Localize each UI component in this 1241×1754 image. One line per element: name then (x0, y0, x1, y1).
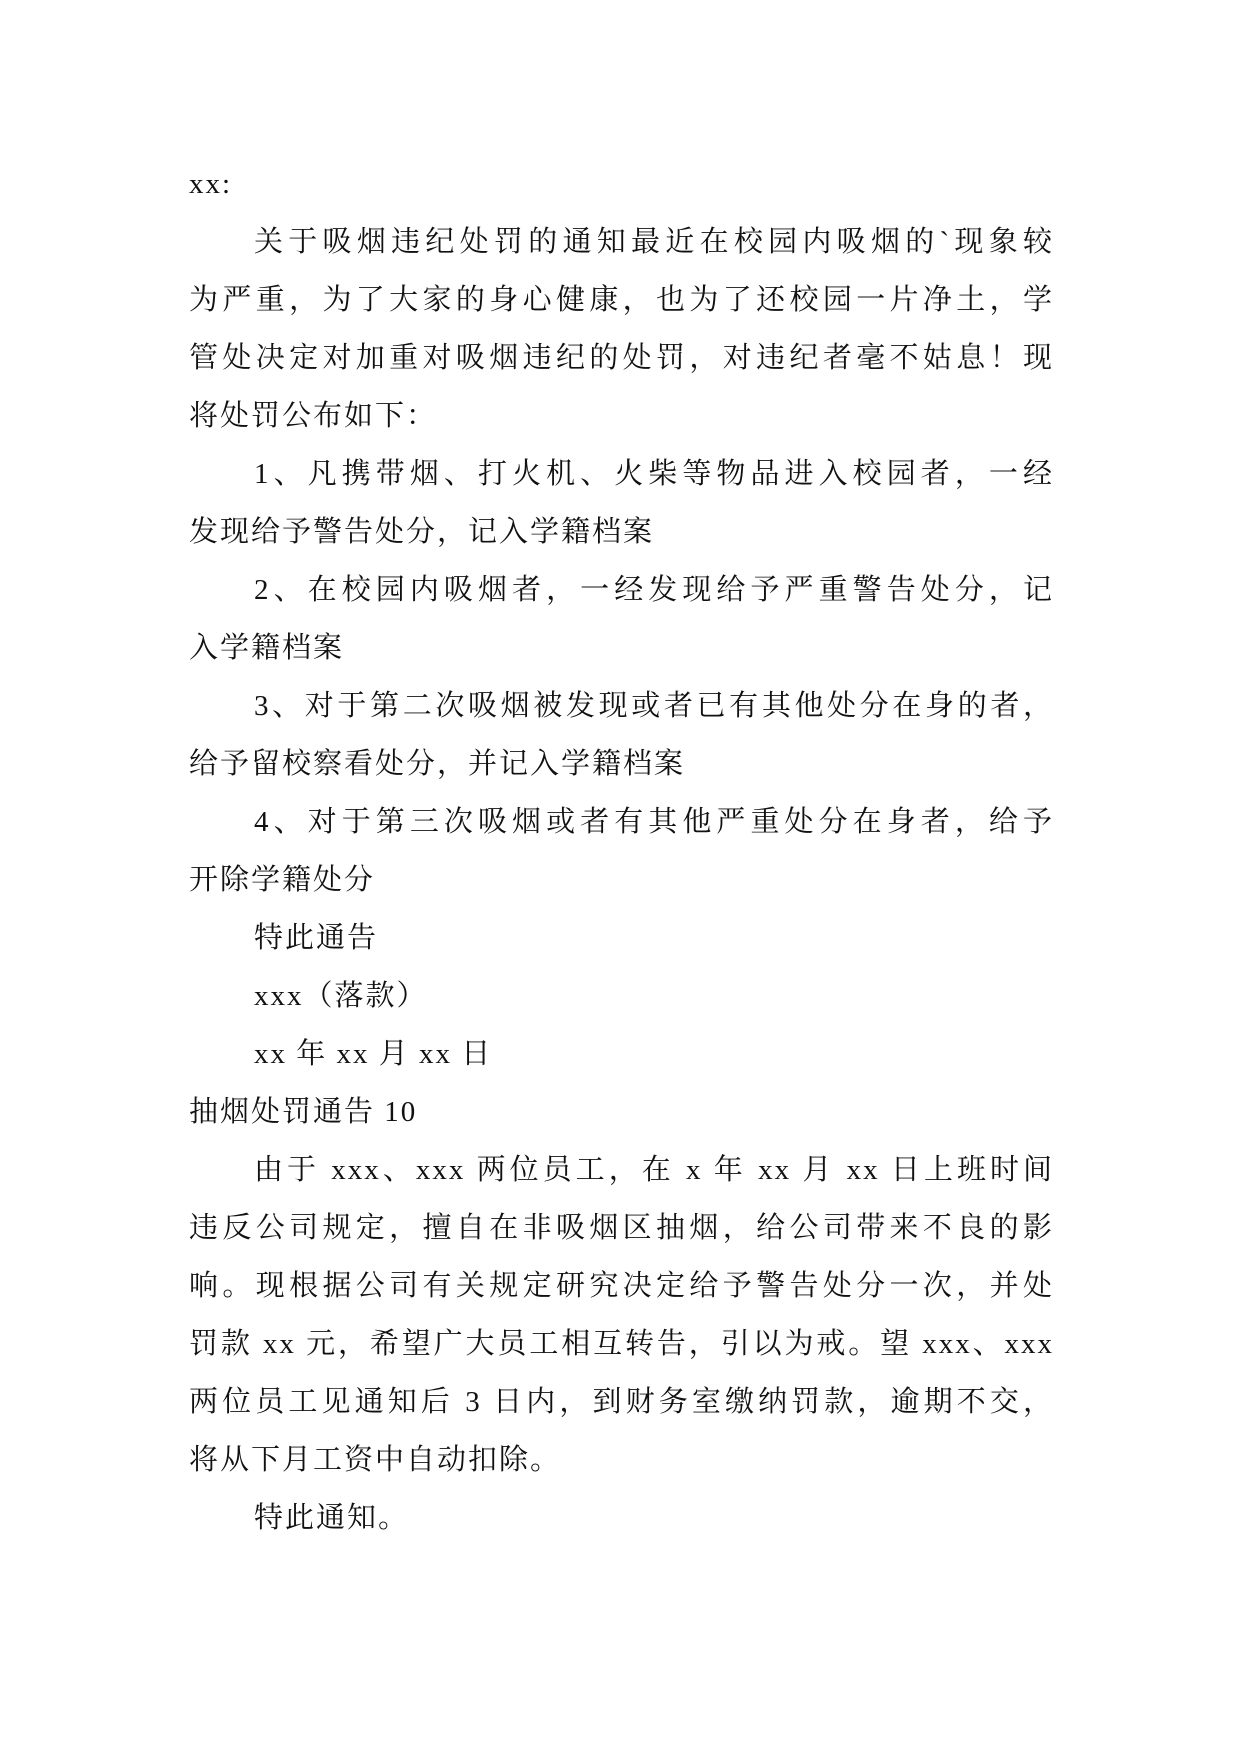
text-line: 罚款 xx 元，希望广大员工相互转告，引以为戒。望 xxx、xxx (189, 1328, 1054, 1360)
text-line: 两位员工见通知后 3 日内，到财务室缴纳罚款，逾期不交， (189, 1386, 1054, 1418)
paragraph-rule-3 (189, 677, 1054, 793)
paragraph-rule-1 (189, 445, 1054, 561)
date: xx 年 xx 月 xx 日 (254, 1038, 493, 1070)
notice-smoking-discipline (189, 213, 1054, 1083)
text-line: 发现给予警告处分，记入学籍档案 (189, 516, 655, 548)
paragraph-rule-2 (189, 561, 1054, 677)
text-line: 关于吸烟违纪处罚的通知最近在校园内吸烟的`现象较 (254, 226, 1054, 258)
text-line: 为严重，为了大家的身心健康，也为了还校园一片净土，学 (189, 284, 1054, 316)
text-line: 2、在校园内吸烟者，一经发现给予严重警告处分，记 (254, 574, 1054, 606)
text-line: 违反公司规定，擅自在非吸烟区抽烟，给公司带来不良的影 (189, 1212, 1054, 1244)
paragraph-rule-4 (189, 793, 1054, 909)
text-line: 开除学籍处分 (189, 864, 376, 896)
salutation: xx: (189, 168, 233, 200)
text-line: 响。现根据公司有关规定研究决定给予警告处分一次，并处 (189, 1270, 1054, 1302)
text-line: 将从下月工资中自动扣除。 (189, 1444, 562, 1476)
text-line: 入学籍档案 (189, 632, 345, 664)
notice-smoking-penalty (189, 1083, 1054, 1547)
text-line: 4、对于第三次吸烟或者有其他严重处分在身者，给予 (254, 806, 1054, 838)
document-body (189, 155, 1054, 1547)
closing-text: 特此通知。 (254, 1502, 410, 1534)
text-line: 由于 xxx、xxx 两位员工，在 x 年 xx 月 xx 日上班时间 (254, 1154, 1054, 1186)
section-heading: 抽烟处罚通告 10 (189, 1096, 418, 1128)
paragraph-intro (189, 213, 1054, 445)
text-line: 管处决定对加重对吸烟违纪的处罚，对违纪者毫不姑息！现 (189, 342, 1054, 374)
text-line: 给予留校察看处分，并记入学籍档案 (189, 748, 686, 780)
closing-text: 特此通告 (254, 922, 379, 954)
paragraph-penalty (189, 1141, 1054, 1489)
text-line: 3、对于第二次吸烟被发现或者已有其他处分在身的者， (254, 690, 1054, 722)
text-line: 1、凡携带烟、打火机、火柴等物品进入校园者，一经 (254, 458, 1054, 490)
text-line: 将处罚公布如下： (189, 400, 438, 432)
signature: xxx（落款） (254, 980, 428, 1012)
